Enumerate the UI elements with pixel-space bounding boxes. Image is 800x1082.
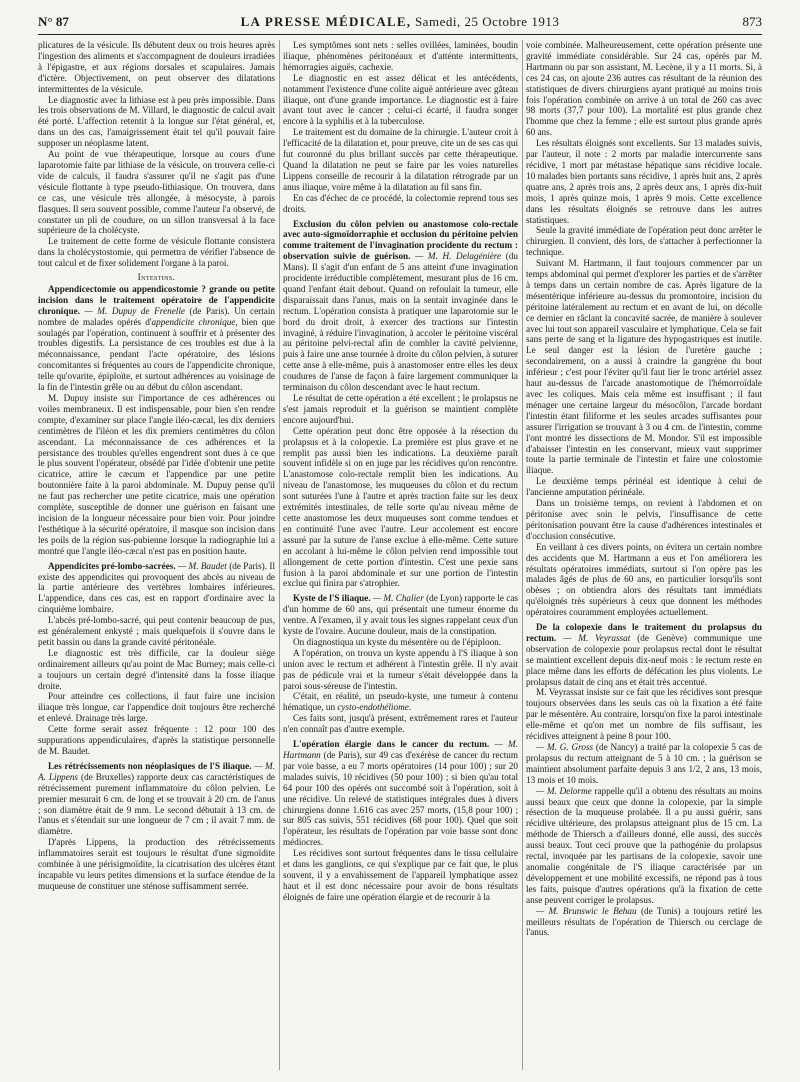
article-title: Appendicites pré-lombo-sacrées.: [48, 560, 176, 571]
paragraph: A l'opération, on trouva un kyste appendu à l'S iliaque à son union avec le rectum et adhérent à l'intestin grêle. Il n'y avait pas de pédicule vrai et la tumeur s'était développée dans la paroi sous-séreuse de l'intestin.: [283, 647, 518, 691]
paragraph: Suivant M. Hartmann, il faut toujours commencer par un temps abdominal qui permet d'explorer les parties et de s'arrêter à temps dans un certain nombre de cas. Après ligature de la mésentérique inférieure au-dessus du promontoire, incision du péritoine latéralement au rectum et en avant de lui, on décolle ce dernier en râclant la concavité sacrée, de manière à soulever avec lui tout son appareil vasculaire et lymphatique. Cela se fait sans perte de sang et la ligature des hypogastriques est inutile. Le seul danger est la lésion de l'uretère gauche ; secondairement, on a aussi à craindre la gangrène du bout inférieur ; c'est pour l'éviter qu'il faut lier le tronc artériel assez haut au-dessus de l'arcade anastomotique de l'hémorroïdale avec les coliques. Mais cela même est insuffisant ; il faut ménager une certaine largeur du mésocôlon, l'arcade bordant l'intestin étant filiforme et les seules arcades suffisantes pour assurer l'irrigation se trouvant à 3 ou 4 cm. de l'intestin, comme l'ont montré les dissections de M. Mondor. S'il est impossible d'abaisser l'intestin en les conservant, mieux vaut supprimer toute la partie terminale de l'intestin et faire une colostomie iliaque.: [526, 258, 762, 476]
article-author: — M. Chalier: [372, 593, 424, 604]
article-operation-elargie: [283, 739, 518, 848]
paragraph: plicatures de la vésicule. Ils débutent deux ou trois heures après l'ingestion des aliments et s'accompagnent de douleurs irradiées à l'épigastre, et aux régions dorsales et scapulaires. Jamais d'ictère. Objectivement, on peut observer des dilatations intermittentes de la vésicule.: [38, 40, 275, 94]
page-header: [38, 12, 762, 35]
paragraph: Le résultat de cette opération a été excellent ; le prolapsus ne s'est jamais reproduit et la guérison se maintient complète encore aujourd'hui.: [283, 393, 518, 425]
paragraph: En veillant à ces divers points, on évitera un certain nombre des accidents que M. Hartmann a eus et l'on améliorera les résultats opératoires immédiats, surtout si l'on opère pas les malades âgés de plus de 60 ans, en particulier lorsqu'ils sont obèses ; on obtiendra alors des résultats tant immédiats qu'éloignés très supérieurs à ceux que donnent les méthodes opératoires couramment employées actuellement.: [526, 541, 762, 618]
article-retrecissements: [38, 761, 275, 837]
paragraph: [526, 786, 762, 906]
paragraph: Dans un troisième temps, on revient à l'abdomen et on péritonise avec soin le pelvis, l'insuffisance de cette péritonisation pouvant être la cause d'adhérences intestinales et d'occlusion consécutive.: [526, 498, 762, 541]
article-appendicites: [38, 561, 275, 616]
paragraph: Au point de vue thérapeutique, lorsque au cours d'une laparotomie faite par lithiase de la vésicule, on trouvera celle-ci vide de calculs, il faudra s'assurer qu'il ne s'agit pas d'une vésicule flottante à type pseudo-lithiasique. On trouvera, dans ce cas, une vésicule très allongée, à mésocyste, à parois flasques. Il sera souvent possible, comme l'auteur l'a observé, de constater un pli de coudure, ou un sillon transversal à la face supérieure de la cholécyste.: [38, 149, 275, 236]
paragraph: On diagnostiqua un kyste du mésentère ou de l'épiploon.: [293, 636, 502, 647]
column-2: [283, 40, 518, 1076]
paragraph: Les récidives sont surtout fréquentes dans le tissu cellulaire et dans les ganglions, ce qui s'explique par ce fait que, le plus souvent, il y a envahissement de l'appareil lymphatique assez haut et il est donc nécessaire pour avoir de bons résultats éloignés de faire une opération élargie et de recourir à la: [283, 848, 518, 902]
paragraph: [283, 691, 518, 713]
masthead: [38, 14, 762, 30]
paragraph: Le traitement est du domaine de la chirurgie. L'auteur croit à l'efficacité de la dilatation et, pour preuve, cite un de ses cas qui fut couronné du plus brillant succès par cette thérapeutique. Quand la dilatation ne peut se faire par les voies naturelles Lippens conseille de recourir à la dilatation rétrograde par un anus iliaque, voire même à la dilatation au fil sans fin.: [283, 127, 518, 192]
paragraph: M. Veyrassat insiste sur ce fait que les récidives sont presque toujours observées dans les seuls cas où la fixation a été faite par le mésentère. Au contraire, lorsqu'on fixe la paroi intestinale elle-même et qu'on met un nombre de fils suffisant, les récidives atteignent à peine 8 pour 100.: [526, 687, 762, 742]
paragraph-text: (de Tunis) a toujours retiré les meilleurs résultats de l'opération de Thiersch ou cerclage de l'anus.: [526, 905, 762, 938]
paragraph: [526, 742, 762, 786]
paragraph-text: (de Paris), sur 49 cas d'exérèse de cancer du rectum par voie basse, a eu 7 morts opératoires (14 pour 100) ; sur 20 malades suivis, 10 récidives (50 pour 100) ; si bien qu'au total 64 pour 100 des opérés ont succombé soit à l'opération, soit à une récidive. Un relevé de statistiques intégrales dues à divers chirurgiens donne 1.616 cas avec 257 morts, (15,8 pour 100) ; sur 805 cas suivis, 551 récidives (68 pour 100). Quel que soit l'opérateur, les résultats de l'opération par voie basse sont donc médiocres.: [283, 750, 518, 848]
paragraph: Ces faits sont, jusqu'à présent, extrêmement rares et l'auteur n'en connaît pas d'autre exemple.: [283, 713, 518, 735]
article-author: — M. Brunswic le Behau: [536, 905, 637, 916]
italic-term: appendicite chronique: [151, 316, 236, 327]
paragraph: Pour atteindre ces collections, il faut faire une incision iliaque très longue, car l'appendice doit toujours être recherché et enlevé. Drainage très large.: [38, 691, 275, 724]
article-title: De la colopexie dans le traitement du prolapsus du rectum.: [526, 622, 762, 643]
paragraph-text: (de Lyon) rapporte le cas d'un homme de 60 ans, qui présentait une tumeur énorme du ventre. A l'examen, il y avait tous les signes rappelant ceux d'un kyste de l'ovaire. Aucune douleur, mais de la constipation.: [283, 593, 518, 637]
article-author: — M. Dupuy de Frenelle: [84, 305, 185, 316]
section-heading: Intestins.: [137, 272, 176, 283]
paragraph-text: (de Nancy) a traité par la colopexie 5 cas de prolapsus du rectum atteignant de 5 à 10 cm. ; la guérison se maintient absolument parfaite depuis 3 ans 1/2, 2 ans, 13 mois, 13 mois et 10 mois.: [526, 742, 762, 785]
paragraph-text: (de Genève) communique une observation de colopexie pour prolapsus rectal dont le résultat se maintient excellent depuis dix-neuf mois : le rectum reste en place même dans les efforts de défécation les plus violents. Le prolapsus datait de cinq ans et était très accentué.: [526, 632, 762, 687]
issue-date: Samedi, 25 Octobre 1913: [414, 14, 560, 29]
page-number: 873: [742, 14, 762, 29]
paragraph-text: C'était, en réalité, un pseudo-kyste, une tumeur à contenu hématique, un: [283, 691, 518, 713]
column-1: [38, 40, 275, 1076]
article-appendicectomie: [38, 284, 275, 393]
paragraph: Les symptômes sont nets : selles ovillées, laminées, boudin iliaque, phénomènes péritonéaux et d'atténte intermittents, hémorragies aiguës, cachexie.: [283, 40, 518, 72]
paragraph: Cette opération peut donc être opposée à la résection du prolapsus et à la colopexie. La première est plus grave et ne remplit pas aussi bien les indications. La deuxième paraît souvent infidèle si on en juge par les récidives qu'on rencontre. L'anastomose colo-rectale remplit bien les indications. Au niveau de l'anastomose, les muqueuses du côlon et du rectum sont suturées l'une à l'autre et après traction faite sur les deux extrémités intestinales, de telle sorte qu'au niveau même de cette anastomose les deux muqueuses sont comme tendues et en continuité l'une avec l'autre. Leur accolement est encore assuré par la suture de l'anse exclue à elle-même. Cette suture en accolant à lui-même le côlon pelvien rend impossible tout allongement de cette portion d'intestin. C'est une pexie sans fusion à la paroi abdominale et sur une portion de l'intestin exclue qui finira par s'atrophier.: [283, 425, 518, 589]
paragraph-text: (de Bruxelles) rapporte deux cas caractéristiques de rétrécissement purement inflammatoire du côlon pelvien. Le premier mesurait 6 cm. de long et se trouvait à 20 cm. de l'anus ; son diamètre était de 9 mm. Le second débutait à 13 cm. de l'anus et s'étendait sur une longueur de 7 cm ; il avait 7 mm. de diamètre.: [38, 771, 275, 837]
article-author: — M. G. Gross: [536, 742, 594, 752]
paragraph: Le deuxième temps périnéal est identique à celui de l'ancienne amputation périnéale.: [526, 476, 762, 498]
paragraph: Seule la gravité immédiate de l'opération peut donc arrêter le chirurgien. Il convient, dès lors, de s'attacher à perfectionner la technique.: [526, 225, 762, 258]
article-author: — M. Hartmann: [283, 739, 518, 760]
paragraph-text: (du Mans). Il s'agit d'un enfant de 5 ans atteint d'une invagination procidente irréductible complètement, mesurant plus de 16 cm. quand l'enfant était debout. Quand on refoulait la tumeur, elle disparaissait dans l'anus, mais on la sentait invaginée dans le rectum. L'opération consista à pratiquer une laparotomie sur le bord du droit droit, à exercer des tractions sur l'intestin invaginé, à réduire l'invagination, à accoler le péritoine viscéral au péritoine pelvi-rectal afin de combler la cavité pelvienne, puis à faire une anse tournée à droite du côlon pelvien, à suturer cette anse à elle-même, puis à anastomoser entre elles les deux coudures de l'anse de façon à faire largement communiquer la terminaison du côlon descendant avec le haut rectum.: [283, 251, 518, 393]
paragraph: Cette forme serait assez fréquente : 12 pour 100 des suppurations appendiculaires, d'après la statistique personnelle de M. Baudet.: [38, 724, 275, 756]
paragraph: voie combinée. Malheureusement, cette opération présente une gravité immédiate considérable. Sur 24 cas, opérés par M. Hartmann ou par son assistant, M. Lecène, il y a 11 morts. Si, à ces 24 cas, on ajoute 236 autres cas résultant de la réunion des statistiques de divers chirurgiens ayant pratiqué au moins trois fois l'opération combinée on arrive à un total de 260 cas avec 98 morts (37,7 pour 100). La mortalité est plus grande chez l'homme que chez la femme ; elle est surtout plus grande après 60 ans.: [526, 40, 762, 138]
article-author: — M. Veyrassat: [563, 632, 631, 643]
paragraph: Les résultats éloignés sont excellents. Sur 13 malades suivis, par l'auteur, il note : 2 morts par maladie intercurrente sans récidive, 1 mort par métastase hépatique sans récidive locale. 10 malades bien portants sans récidive, 1 après huit ans, 2 après quatre ans, 2 après trois ans, 2 après deux ans, 1 après dix-huit mois, 1 après quinze mois, 1 après 9 mois. Cette excellence dans les résultats éloignés se retrouve dans les autres statistiques.: [526, 138, 762, 225]
column-rule: [522, 40, 523, 1070]
paragraph-text: rappelle qu'il a obtenu des résultats au moins aussi beaux que ceux que donne la colopexie, par la simple résection de la muqueuse prolabée. Il a pu aussi guérir, sans récidive ultérieure, des prolapsus atteignant plus de 15 cm. La méthode de Thiersch a d'ailleurs donné, elle aussi, des succès aussi beaux. Tout ceci prouve que la pathogénie du prolapsus rectal, invoquée par les partisans de la colopexie, savoir une anomalie congénitale de l'S iliaque caractérisée par un développement et une mobilité excessifs, ne répond pas à tous les faits, puisque d'autres opérations qu'à la fixation de cette anse peuvent corriger le prolapsus.: [526, 785, 762, 905]
article-author: — M. A. Lippens: [38, 760, 275, 782]
article-kyste: [283, 593, 518, 637]
article-colopexie: [526, 622, 762, 687]
paragraph: Le diagnostic avec la lithiase est à peu près impossible. Dans les trois observations de M. Villard, le diagnostic de calcul avait été porté. L'affection retentit à la longue sur l'état général, et, dans un des cas, l'amaigrissement était tel qu'il pouvait faire supposer un néoplasme latent.: [38, 94, 275, 149]
paragraph: En cas d'échec de ce procédé, la colectomie reprend tous ses droits.: [283, 192, 518, 214]
paragraph-text: .: [408, 702, 412, 713]
article-author: — M. Delorme: [536, 785, 592, 796]
column-3: [526, 40, 762, 1076]
paragraph: L'abcès pré-lombo-sacré, qui peut contenir beaucoup de pus, est généralement enkysté ; mais quelquefois il s'ouvre dans le petit bassin ou dans la grande cavité péritonéale.: [38, 615, 275, 647]
paragraph: D'après Lippens, la production des rétrécissements inflammatoires serait est toujours le résultat d'une sigmoïdite combinée à une périsigmoïdite, la cicatrisation des ulcères étant incapable vu leurs petites dimensions et la surface étendue de la muqueuse de constituer une sténose suffisamment serrée.: [38, 837, 275, 891]
article-title: Exclusion du côlon pelvien ou anastomose colo-rectale avec auto-sigmoïdorraphie et occlusion du péritoine pelvien comme traitement de l'invagination procidente du rectum : observation suivie de guérison.: [283, 218, 518, 262]
paragraph: M. Dupuy insiste sur l'importance de ces adhérences ou voiles membraneux. Il est indispensable, pour bien s'en rendre compte, d'examiner sur place l'angle iléo-cæcal, les dix derniers centimètres de l'iléon et les dix premiers centimètres du côlon ascendant. La méconnaissance de ces adhérences et la persistance des troubles qu'elles engendrent sont dues à ce que le plus souvent l'opérateur, obsédé par l'idée d'obtenir une petite cicatrice, attire le cæcum et l'appendice par une petite boutonnière faite à la paroi abdominale. M. Dupuy pense qu'il ne faut pas rechercher une petite cicatrice, mais une opération complète, susceptible de donner une guérison en faisant une incision de la longueur nécessaire pour bien voir. Pour joindre l'esthétique à la sécurité opératoire, il masque son incision dans les poils de la région sus-pubienne lorsque la radiographie lui a montré que l'angle iléo-cæcal n'est pas en position haute.: [38, 393, 275, 556]
paragraph: Le traitement de cette forme de vésicule flottante consistera dans la cholécystostomie, qui permettra de vérifier l'absence de tout calcul et de fixer solidement l'organe à la paroi.: [38, 236, 275, 269]
journal-title: LA PRESSE MÉDICALE,: [240, 14, 412, 29]
paragraph-text: (de Paris). Il existe des appendicites qui provoquent des abcès au niveau de la partie antérieure des vertèbres lombaires inférieures. L'appendice, dans ces cas, est en rapport d'ordinaire avec la cinquième lombaire.: [38, 560, 275, 615]
paragraph-text: , bien que soulagés par l'opération, continuent à souffrir et à présenter des troubles digestifs. La persistance de ces troubles est due à la méconnaissance, pendant l'acte opératoire, des lésions concomitantes si fréquentes au cours de l'appendicite chronique, telle qu'ovarite, épiploïte, et surtout adhérences au voisinage de la fin de l'intestin grêle ou au début du côlon ascendant.: [38, 316, 275, 393]
issue-number: N° 87: [38, 14, 69, 29]
italic-term: cysto-endothéliome: [337, 702, 409, 713]
paragraph: Le diagnostic est très difficile, car la douleur siège ordinairement ailleurs qu'au point de Mac Burney; mais celle-ci a toujours un certain degré d'intensité dans la fosse iliaque droite.: [38, 647, 275, 691]
article-title: Appendicectomie ou appendicostomie ? grande ou petite incision dans le traitement opératoire de l'appendicite chronique.: [38, 283, 275, 316]
article-exclusion: [283, 219, 518, 394]
article-author: — M. Baudet: [178, 560, 227, 571]
article-title: L'opération élargie dans le cancer du rectum.: [293, 739, 490, 750]
article-title: Kyste de l'S iliaque.: [293, 593, 371, 604]
article-author: — M. H. Delagénière: [415, 251, 502, 262]
article-title: Les rétrécissements non néoplasiques de l'S iliaque.: [48, 760, 252, 771]
paragraph: Le diagnostic en est assez délicat et les antécédents, notamment l'existence d'une colite aiguë antérieure avec gâteau iliaque, ont d'une grande importance. Le diagnostic est à faire avant tout avec le cancer ; celui-ci écarté, il faudra songer encore à la syphilis et à la tuberculose.: [283, 72, 518, 127]
column-rule: [279, 40, 280, 1070]
paragraph: [526, 906, 762, 939]
paragraph-text: (de Paris). Un certain nombre de malades opérés d': [38, 305, 275, 327]
